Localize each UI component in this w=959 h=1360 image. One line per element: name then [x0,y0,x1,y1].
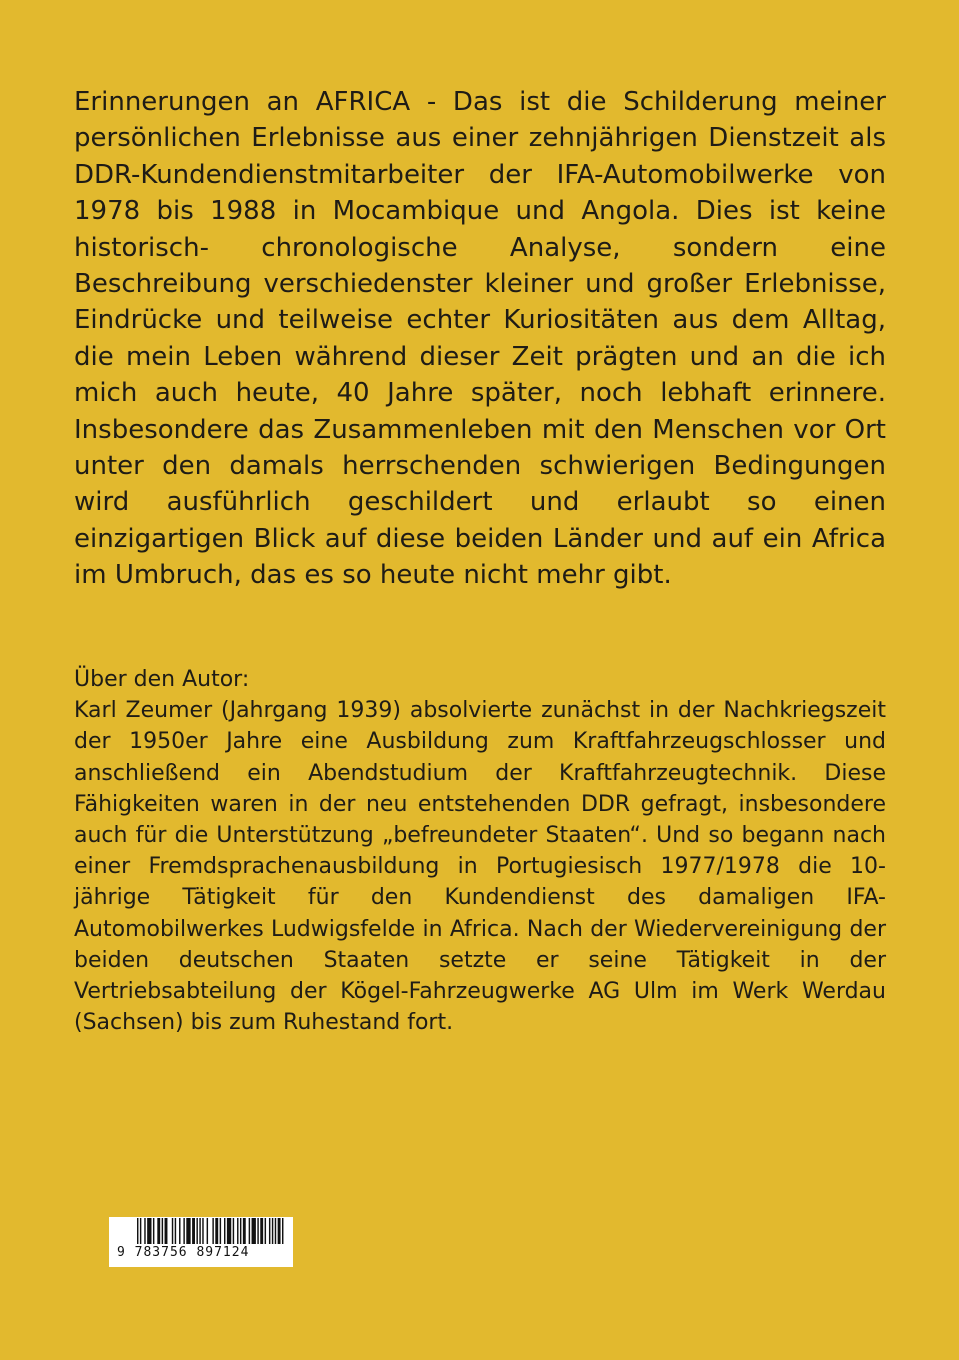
barcode-bar [233,1218,234,1244]
barcode-bar [243,1218,246,1244]
barcode-bar [207,1218,208,1244]
book-blurb: Erinnerungen an AFRICA - Das ist die Schilderung meiner persönlichen Erlebnisse aus einer zehnjährigen Dienstzeit als DDR-Kundendienstmitarbeiter der IFA-Automobilwerke von 1978 bis 1988 in Mocambique und Angola. Dies ist keine historisch- chronologische Analyse, sondern eine Beschreibung verschiedenster kleiner und großer Erlebnisse, Eindrücke und teilweise echter Kuriositäten aus dem Alltag, die mein Leben während dieser Zeit prägten und an die ich mich auch heute, 40 Jahre später, noch lebhaft erinnere. Insbesondere das Zusammenleben mit den Menschen vor Ort unter den damals herrschenden schwierigen Bedingungen wird ausführlich geschildert und erlaubt so einen einzigartigen Blick auf diese beiden Länder und auf ein Africa im Umbruch, das es so heute nicht mehr gibt. [74,87,886,591]
barcode-bar [183,1218,184,1244]
barcode-bar [165,1218,168,1244]
barcode-bars [137,1218,285,1244]
author-section [74,664,886,1038]
barcode-bar [196,1218,197,1244]
barcode-bar [265,1218,266,1244]
barcode-bar [172,1218,173,1244]
isbn-barcode [109,1217,293,1267]
barcode-bar [224,1218,225,1244]
barcode-bar [144,1218,145,1244]
barcode-bar [272,1218,273,1244]
barcode-bar [137,1218,138,1244]
barcode-bar [269,1218,270,1244]
barcode-bar [252,1218,256,1244]
barcode-bar [260,1218,263,1244]
barcode-bar [215,1218,218,1244]
author-heading: Über den Autor: [74,667,250,692]
author-bio: Karl Zeumer (Jahrgang 1939) absolvierte zunächst in der Nachkriegszeit der 1950er Jahre eine Ausbildung zum Kraftfahrzeugschlosser und anschließend ein Abendstudium der Kraftfahrzeugtechnik. Diese Fähigkeiten waren in der neu entstehenden DDR gefragt, insbesondere auch für die Unterstützung „befreundeter Staaten“. Und so begann nach einer Fremdsprachenausbildung in Portugiesisch 1977/1978 die 10-jährige Tätigkeit für den Kundendienst des damaligen IFA- Automobilwerkes Ludwigsfelde in Africa. Nach der Wiedervereinigung der beiden deutschen Staaten setzte er seine Tätigkeit in der Vertriebsabteilung der Kögel-Fahrzeugwerke AG Ulm im Werk Werdau (Sachsen) bis zum Ruhestand fort. [74,698,886,1036]
barcode-bar [212,1218,213,1244]
barcode-bar [249,1218,250,1244]
barcode-bar [157,1218,160,1244]
barcode-bar [237,1218,238,1244]
barcode-bar [147,1218,151,1244]
barcode-bar [186,1218,190,1244]
barcode-bar [153,1218,154,1244]
barcode-bar [278,1218,281,1244]
barcode-digits: 9 783756 897124 [117,1245,250,1260]
barcode-bar [192,1218,195,1244]
barcode-bar [199,1218,200,1244]
barcode-bar [175,1218,176,1244]
barcode-bar [275,1218,276,1244]
barcode-bar [162,1218,163,1244]
barcode-bar [202,1218,203,1244]
barcode-bar [179,1218,180,1244]
barcode-bar [240,1218,241,1244]
barcode-bar [282,1218,283,1244]
barcode-bar [257,1218,258,1244]
barcode-bar [220,1218,221,1244]
barcode-bar [227,1218,231,1244]
barcode-bar [140,1218,141,1244]
